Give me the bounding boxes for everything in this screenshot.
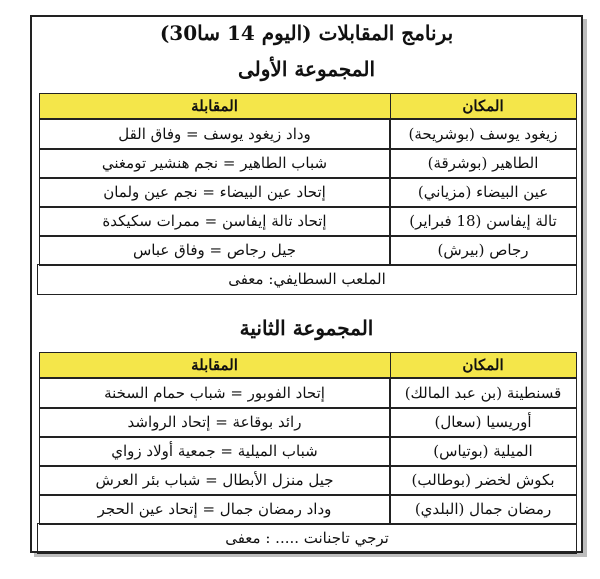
- page-title: برنامج المقابلات (اليوم 14 سا30): [159, 21, 454, 45]
- table-header: [38, 352, 577, 378]
- place-cell: قسنطينة (بن عبد المالك): [389, 378, 577, 409]
- exempt-note: الملعب السطايفي: معفى: [37, 264, 577, 295]
- table-row: [38, 494, 577, 523]
- group1-title: المجموعة الأولى: [237, 57, 376, 81]
- place-cell: تالة إيفاسن (18 فبراير): [389, 206, 577, 237]
- table-row: [38, 378, 577, 407]
- place-cell: رجاص (بيرش): [389, 235, 577, 266]
- match-cell: وداد رمضان جمال = إتحاد عين الحجر: [39, 494, 391, 525]
- table-row: [38, 235, 577, 264]
- header-place: المكان: [389, 352, 577, 378]
- match-cell: جيل رجاص = وفاق عباس: [39, 235, 391, 266]
- match-cell: إتحاد تالة إيفاسن = ممرات سكيكدة: [39, 206, 391, 237]
- place-cell: رمضان جمال (البلدي): [389, 494, 577, 525]
- table-row: [38, 119, 577, 148]
- header-match: المقابلة: [39, 93, 391, 119]
- exempt-note: ترجي تاجنانت ..... : معفى: [37, 523, 577, 554]
- place-cell: زيغود يوسف (بوشريحة): [389, 119, 577, 150]
- table-row: [38, 465, 577, 494]
- place-cell: عين البيضاء (مزياني): [389, 177, 577, 208]
- table-row: [38, 148, 577, 177]
- match-cell: شباب الميلية = جمعية أولاد زواي: [39, 436, 391, 467]
- match-cell: جيل منزل الأبطال = شباب بئر العرش: [39, 465, 391, 496]
- table-row: [38, 407, 577, 436]
- place-cell: الطاهير (بوشرقة): [389, 148, 577, 179]
- exempt-row: [38, 523, 577, 552]
- table-row: [38, 177, 577, 206]
- match-cell: رائد بوقاعة = إتحاد الرواشد: [39, 407, 391, 438]
- group1-table: [38, 93, 577, 293]
- schedule-card: [30, 15, 583, 553]
- place-cell: بكوش لخضر (بوطالب): [389, 465, 577, 496]
- table-row: [38, 206, 577, 235]
- group2-table: [38, 352, 577, 552]
- match-cell: شباب الطاهير = نجم هنشير تومغني: [39, 148, 391, 179]
- header-match: المقابلة: [39, 352, 391, 378]
- table-row: [38, 436, 577, 465]
- header-place: المكان: [389, 93, 577, 119]
- match-cell: وداد زيغود يوسف = وفاق القل: [39, 119, 391, 150]
- exempt-row: [38, 264, 577, 293]
- table-header: [38, 93, 577, 119]
- place-cell: الميلية (بوتياس): [389, 436, 577, 467]
- match-cell: إتحاد عين البيضاء = نجم عين ولمان: [39, 177, 391, 208]
- place-cell: أوريسيا (سعال): [389, 407, 577, 438]
- match-cell: إتحاد الفوبور = شباب حمام السخنة: [39, 378, 391, 409]
- group2-title: المجموعة الثانية: [239, 316, 374, 340]
